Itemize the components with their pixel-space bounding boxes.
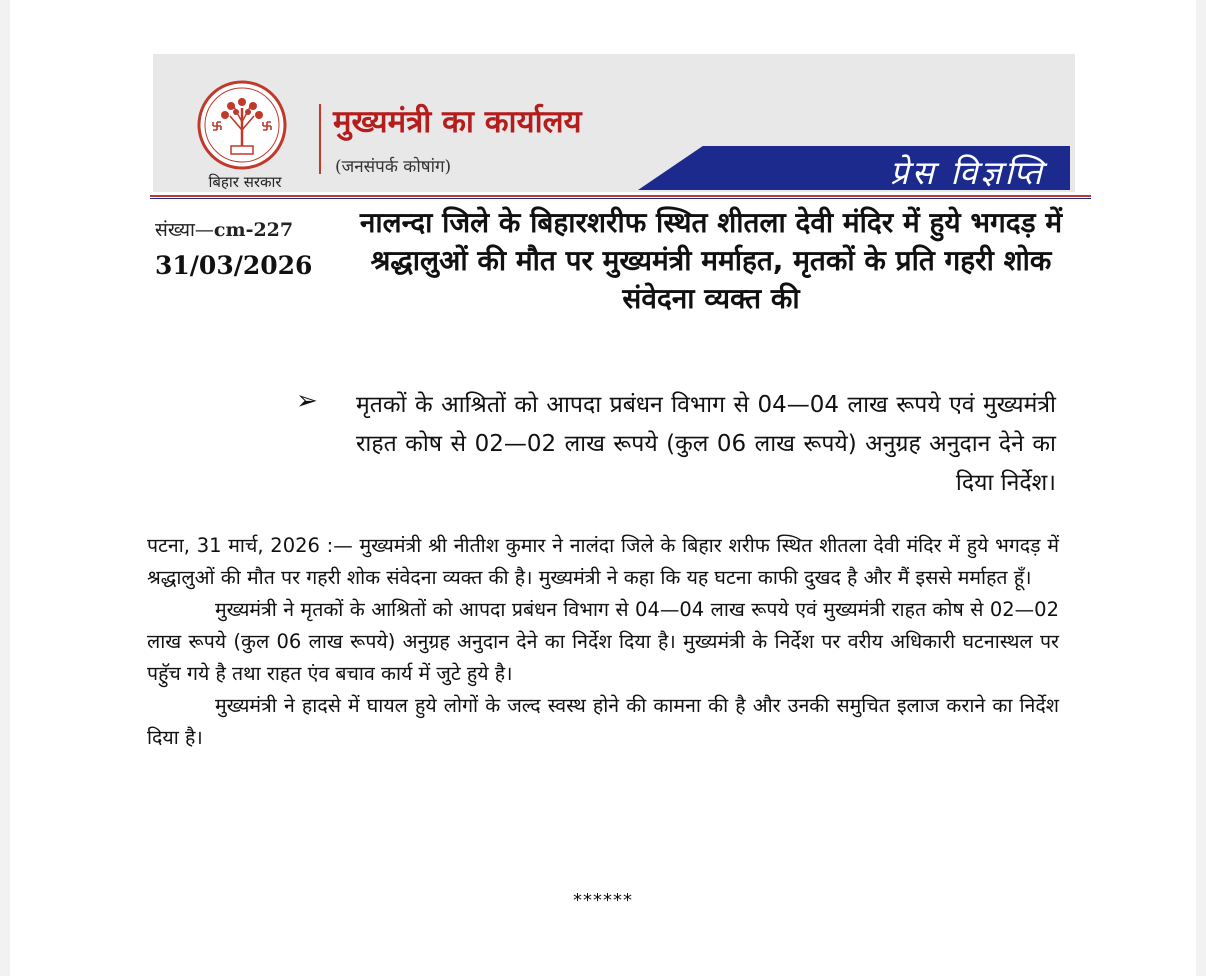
press-body [147,530,1059,754]
bihar-emblem-icon [197,80,287,170]
reference-code: cm-227 [213,219,294,241]
body-paragraph-3: मुख्यमंत्री ने हादसे में घायल हुये लोगों के जल्द स्वस्थ होने की कामना की है और उनकी समुचित इलाज कराने का निर्देश दिया है। [147,694,1059,749]
arrow-bullet-icon: ➢ [296,386,318,416]
office-title: मुख्यमंत्री का कार्यालय [333,104,582,140]
body-paragraph-1: पटना, 31 मार्च, 2026 :— मुख्यमंत्री श्री नीतीश कुमार ने नालंदा जिले के बिहार शरीफ स्थित शीतला देवी मंदिर में हुये भगदड़ में श्रद्धालुओं की मौत पर गहरी शोक संवेदना व्यक्त की है। मुख्यमंत्री ने कहा कि यह घटना काफी दुखद है और मैं इससे मर्माहत हूँ। [147,534,1059,589]
office-subtitle: (जनसंपर्क कोषांग) [335,157,452,177]
highlight-bullet: मृतकों के आश्रितों को आपदा प्रबंधन विभाग से 04—04 लाख रूपये एवं मुख्यमंत्री राहत कोष से 02—02 लाख रूपये (कुल 06 लाख रूपये) अनुग्रह अनुदान देने का दिया निर्देश। [356,392,1056,496]
header-rule-blue [150,198,1091,199]
header-divider [319,104,321,174]
letterhead [153,54,1075,192]
reference-number [155,216,293,242]
body-paragraph-2: मुख्यमंत्री ने मृतकों के आश्रितों को आपदा प्रबंधन विभाग से 04—04 लाख रूपये एवं मुख्यमंत्री राहत कोष से 02—02 लाख रूपये (कुल 06 लाख रूपये) अनुग्रह अनुदान देने का निर्देश दिया है। मुख्यमंत्री के निर्देश पर वरीय अधिकारी घटनास्थल पर पहॅुच गये है तथा राहत एंव बचाव कार्य में जुटे हुये है। [147,598,1059,685]
reference-prefix: संख्या— [155,219,214,241]
emblem-caption: बिहार सरकार [208,173,282,191]
reference-date: 31/03/2026 [155,251,313,280]
document-page [10,0,1196,976]
end-marker: ****** [573,890,633,911]
press-headline: नालन्दा जिले के बिहारशरीफ स्थित शीतला देवी मंदिर में हुये भगदड़ में श्रद्धालुओं की मौत पर मुख्यमंत्री मर्माहत, मृतकों के प्रति गहरी शोक संवेदना व्यक्त की [359,206,1063,315]
press-release-label: प्रेस विज्ञप्ति [889,153,1045,192]
header-rule-red [150,195,1091,197]
